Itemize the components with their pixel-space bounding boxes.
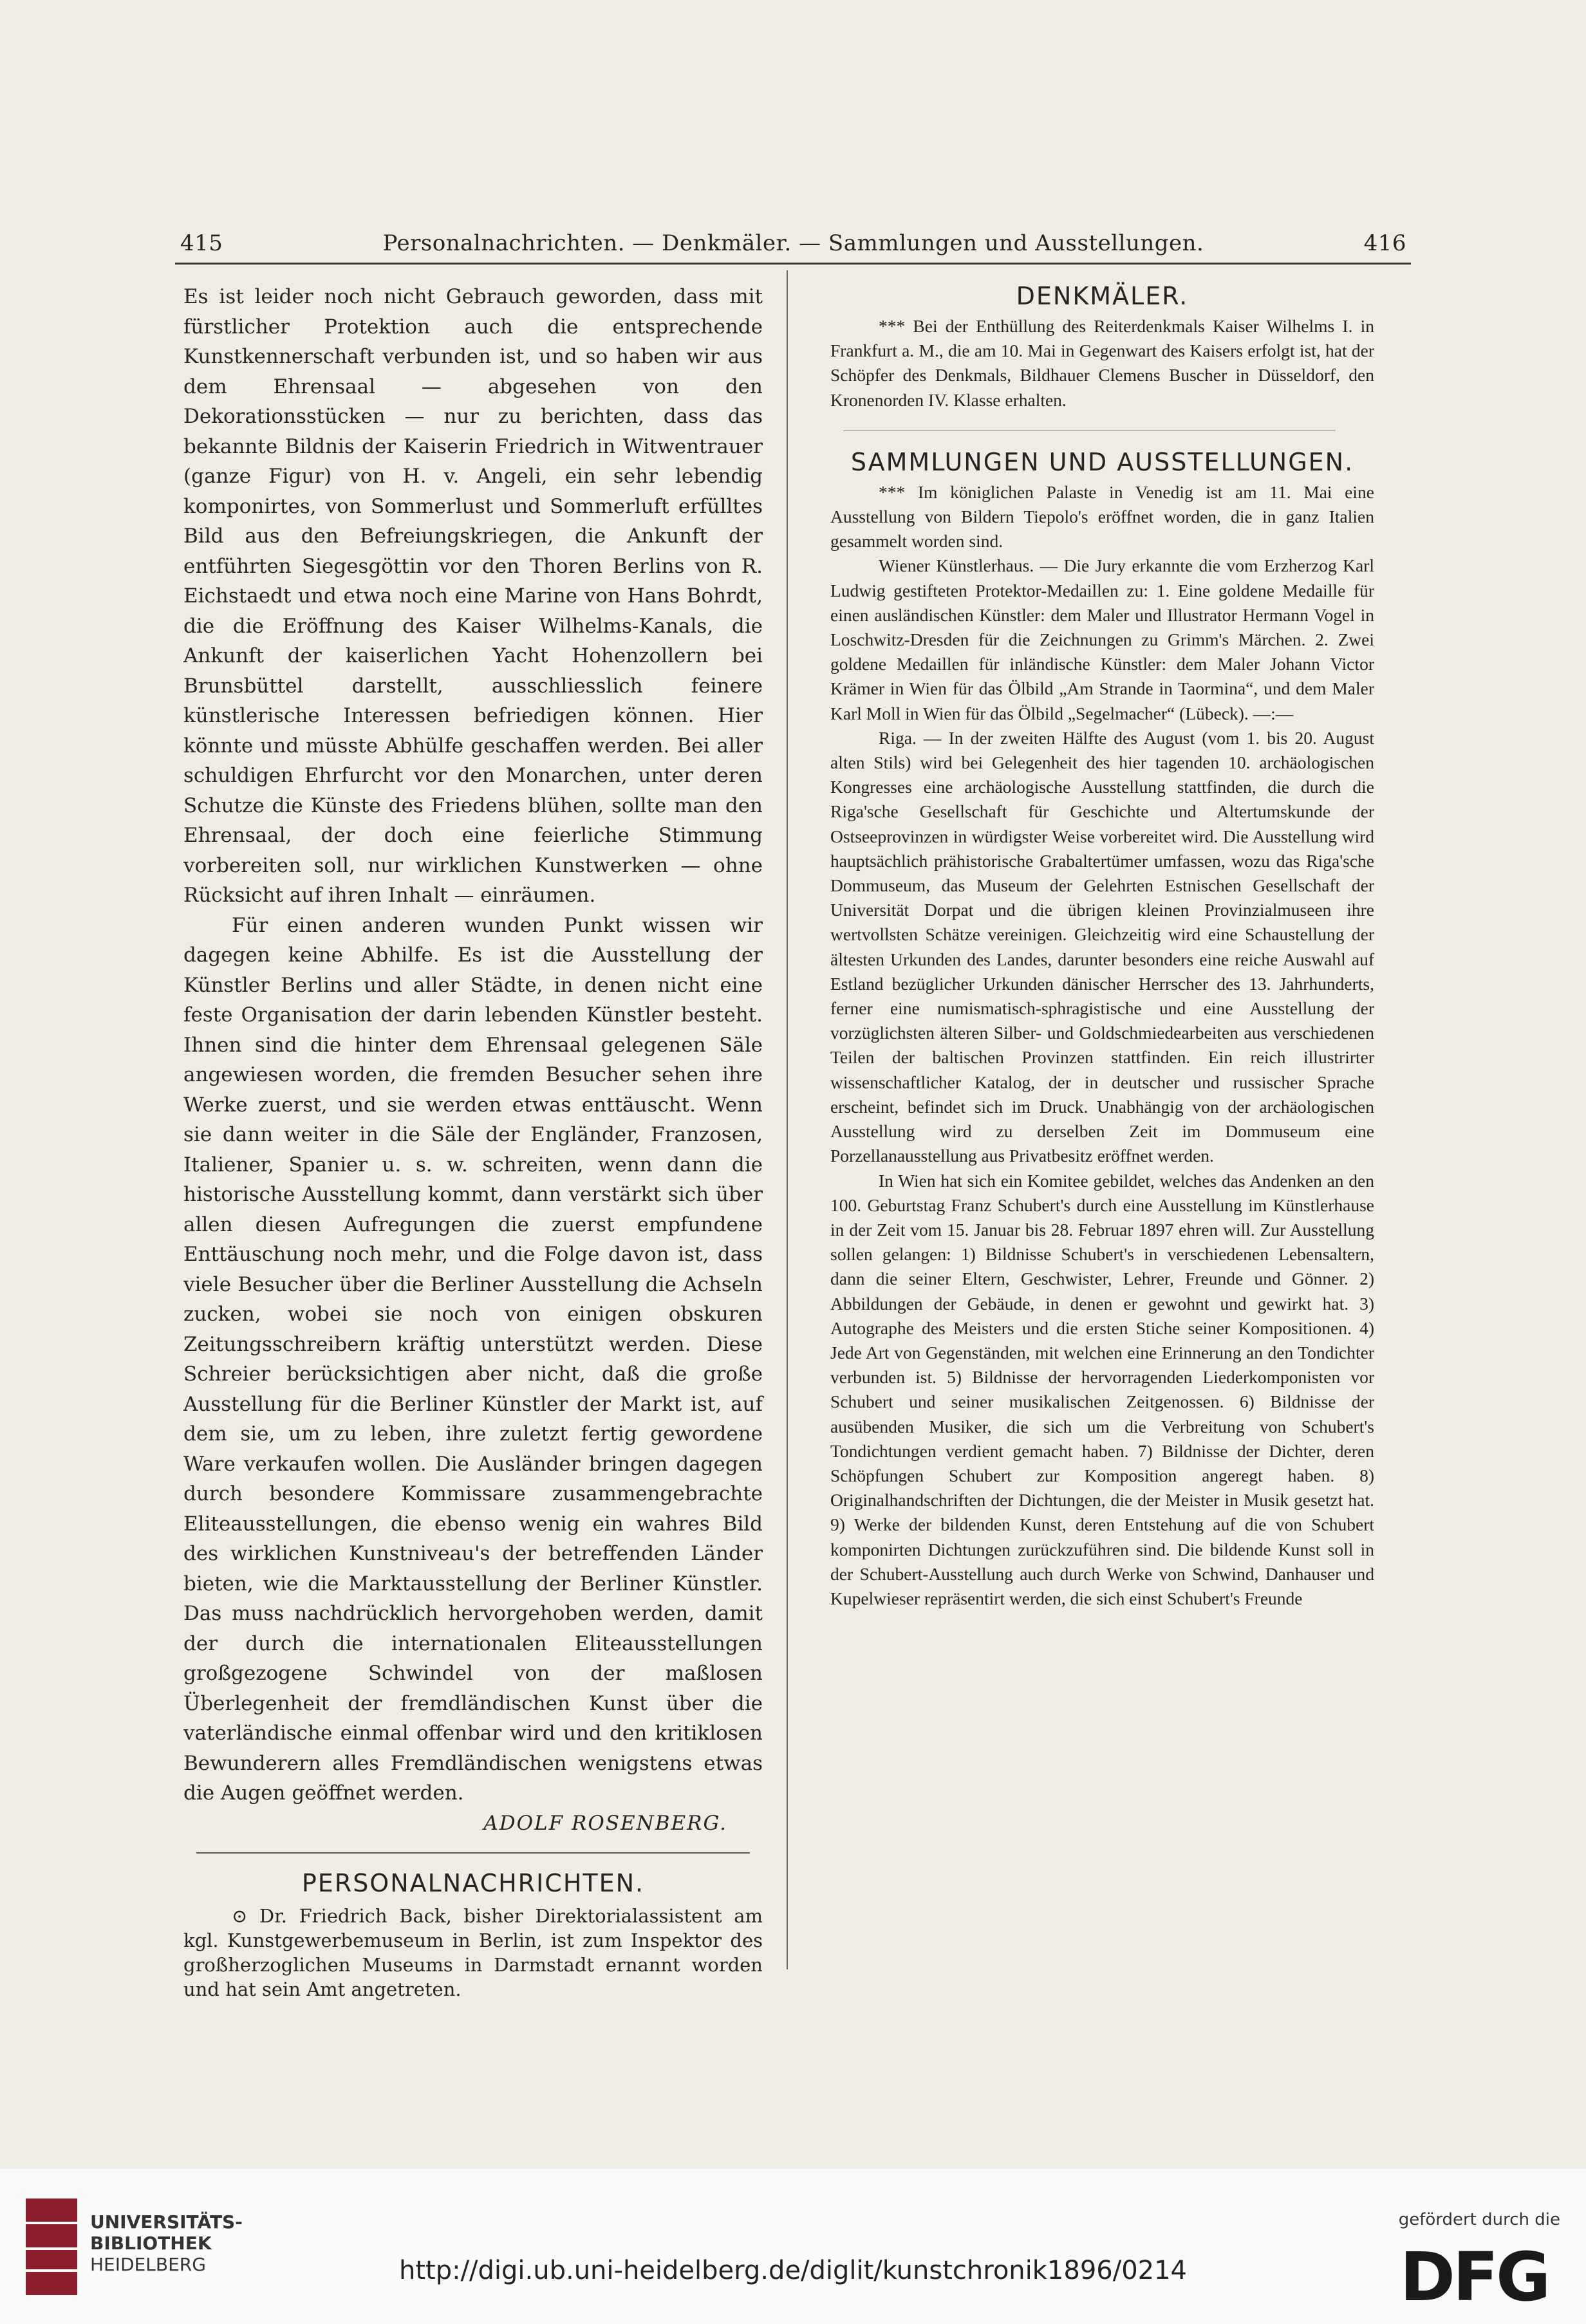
left-column bbox=[183, 282, 763, 2002]
sammlungen-wien-kuenstlerhaus: Wiener Künstlerhaus. — Die Jury erkannte die vom Erzherzog Karl Ludwig gestifteten Protektor-Medaillen zu: 1. Eine goldene Medaille für einen ausländischen Künstler: dem Maler und Illustrator Hermann Vogel in Loschwitz-Dresden für die Zeichnungen zu Grimm's Märchen. 2. Zwei goldene Medaillen für inländische Künstler: dem Maler Johann Victor Krämer in Wien für das Ölbild „Am Strande in Taormina“, und dem Maler Karl Moll in Wien für das Ölbild „Segelmacher“ (Lübeck). —:— bbox=[830, 555, 1374, 723]
svg-text:DFG: DFG bbox=[1399, 2242, 1549, 2307]
article-paragraph-1: Es ist leider noch nicht Gebrauch geworden, dass mit fürstlicher Protektion auch die entsprechende Kunstkennerschaft verbunden ist, und so haben wir aus dem Ehrensaal — abgesehen von den Dekorationsstücken — nur zu berichten, dass das bekannte Bildnis der Kaiserin Friedrich in Witwentrauer (ganze Figur) von H. v. Angeli, ein sehr lebendig komponirtes, von Sommerlust und Sommerluft erfülltes Bild aus den Befreiungskriegen, die Ankunft der entführten Siegesgöttin vor den Thoren Berlins von R. Eichstaedt und etwa noch eine Marine von Hans Bohrdt, die die Eröffnung des Kaiser Wilhelms-Kanals, die Ankunft der kaiserlichen Yacht Hohenzollern bei Brunsbüttel darstellt, ausschliesslich feinere künstlerische Interessen befriedigen können. Hier könnte und müsste Abhülfe geschaffen werden. Bei aller schuldigen Ehrfurcht vor den Monarchen, unter deren Schutze die Künste des Friedens blühen, sollte man den Ehrensaal, der doch eine feierliche Stimmung vorbereiten soll, nur wirklichen Kunstwerken — ohne Rücksicht auf ihren Inhalt — einräumen. bbox=[183, 285, 763, 907]
column-divider bbox=[787, 270, 788, 1969]
personal-notice: ⊙ Dr. Friedrich Back, bisher Direktorialassistent am kgl. Kunstgewerbemuseum in Berlin, ist zum Inspektor des großherzoglichen Museums in Darmstadt ernannt worden und hat sein Amt angetreten. bbox=[183, 1905, 763, 2000]
page-number-left: 415 bbox=[180, 230, 223, 256]
sammlungen-venedig: *** Im königlichen Palaste in Venedig ist am 11. Mai eine Ausstellung von Bildern Tiepolo's eröffnet worden, die in ganz Italien gesammelt worden sind. bbox=[830, 481, 1374, 552]
running-header bbox=[180, 230, 1406, 263]
article-paragraph-2: Für einen anderen wunden Punkt wissen wir dagegen keine Abhilfe. Es ist die Ausstellung der Künstler Berlins und aller Städte, in denen nicht eine feste Organisation der darin lebenden Künstler besteht. Ihnen sind die hinter dem Ehrensaal gelegenen Säle angewiesen worden, die fremden Besucher sehen ihre Werke zuerst, und sie werden etwas enttäuscht. Wenn sie dann weiter in die Säle der Engländer, Franzosen, Italiener, Spanier u. s. w. schreiten, wenn dann die historische Ausstellung kommt, dann verstärkt sich über allen diesen Aufregungen die zuerst empfundene Enttäuschung noch mehr, und die Folge davon ist, dass viele Besucher über die Berliner Ausstellung die Achseln zucken, wobei sie noch von einigen obskuren Zeitungsschreibern kräftig unterstützt werden. Diese Schreier berücksichtigen aber nicht, daß die große Ausstellung für die Berliner Künstler der Markt ist, auf dem sie, um zu leben, ihre zuletzt fertig gewordene Ware verkaufen wollen. Die Ausländer bringen dagegen durch besondere Kommissare zusammengebrachte Eliteausstellungen, die ebenso wenig ein wahres Bild des wirklichen Kunstniveau's der betreffenden Länder bieten, wie die Marktausstellung der Berliner Künstler. Das muss nachdrücklich hervorgehoben werden, damit der durch die internationalen Eliteausstellungen großgezogene Schwindel von der maßlosen Überlegenheit der fremdländischen Kunst über die vaterländische einmal offenbar wird und den kritiklosen Bewunderern alles Fremdländischen wenigstens etwas die Augen geöffnet werden. bbox=[183, 913, 763, 1805]
permalink-url[interactable]: http://digi.ub.uni-heidelberg.de/diglit/kunstchronik1896/0214 bbox=[398, 2256, 1187, 2285]
uni-name-line3: HEIDELBERG bbox=[90, 2254, 206, 2275]
funding-caption: gefördert durch die bbox=[1398, 2210, 1560, 2229]
heading-sammlungen: SAMMLUNGEN UND AUSSTELLUNGEN. bbox=[850, 447, 1354, 476]
page-number-right: 416 bbox=[1363, 230, 1406, 256]
footer-bar bbox=[0, 2169, 1586, 2324]
right-column bbox=[830, 282, 1374, 1611]
header-rule bbox=[175, 263, 1411, 265]
article-signature: ADOLF ROSENBERG. bbox=[483, 1811, 727, 1835]
dfg-logo-icon bbox=[1388, 2242, 1560, 2307]
heading-denkmaeler: DENKMÄLER. bbox=[1016, 282, 1189, 310]
uni-name-line1: UNIVERSITÄTS- bbox=[90, 2211, 243, 2233]
denkmaeler-notice: *** Bei der Enthüllung des Reiterdenkmals Kaiser Wilhelms I. in Frankfurt a. M., die am 10. Mai in Gegenwart des Kaisers erfolgt ist, hat der Schöpfer des Denkmals, Bildhauer Clemens Buscher in Düsseldorf, den Kronenorden IV. Klasse erhalten. bbox=[830, 316, 1374, 410]
sammlungen-schubert: In Wien hat sich ein Komitee gebildet, welches das Andenken an den 100. Geburtstag Franz Schubert's durch eine Ausstellung im Künstlerhause in der Zeit vom 15. Januar bis 28. Februar 1897 ehren will. Zur Ausstellung sollen gelangen: 1) Bildnisse Schubert's in verschiedenen Lebensaltern, dann die seiner Eltern, Geschwister, Lehrer, Freunde und Gönner. 2) Abbildungen der Gebäude, in denen er gewohnt und gewirkt hat. 3) Autographe des Meisters und die ersten Stiche seiner Kompositionen. 4) Jede Art von Gegenständen, mit welchen eine Erinnerung an den Tondichter verbunden ist. 5) Bildnisse der hervorragenden Liederkomponisten vor Schubert und seiner musikalischen Zeitgenossen. 6) Bildnisse der ausübenden Musiker, die sich um die Verbreitung von Schubert's Tondichtungen verdient gemacht haben. 7) Bildnisse der Dichter, deren Schöpfungen Schubert zur Komposition angeregt haben. 8) Originalhandschriften der Dichtungen, die der Meister in Musik gesetzt hat. 9) Werke der bildenden Kunst, deren Entstehung auf die von Schubert komponirten Dichtungen zurückzuführen sind. Die bildende Kunst soll in der Schubert-Ausstellung auch durch Werke von Schwind, Danhauser und Kupelwieser repräsentirt werden, die sich einst Schubert's Freunde bbox=[830, 1170, 1374, 1608]
running-title: Personalnachrichten. — Denkmäler. — Sammlungen und Ausstellungen. bbox=[382, 230, 1204, 256]
heading-personalnachrichten: PERSONALNACHRICHTEN. bbox=[301, 1869, 645, 1897]
uni-name-line2: BIBLIOTHEK bbox=[90, 2233, 212, 2254]
section-rule-personal bbox=[196, 1852, 750, 1854]
sammlungen-riga: Riga. — In der zweiten Hälfte des August (vom 1. bis 20. August alten Stils) wird bei Gelegenheit des hier tagenden 10. archäologischen Kongresses eine archäologische Ausstellung stattfinden, die durch die Riga'sche Gesellschaft für Geschichte und Altertumskunde der Ostseeprovinzen in würdigster Weise vorbereitet wird. Die Ausstellung wird hauptsächlich prähistorische Grabaltertümer umfassen, wozu das Riga'sche Dommuseum, das Museum der Gelehrten Estnischen Gesellschaft der Universität Dorpat und die übrigen kleinen Provinzialmuseen ihre wertvollsten Schätze vereinigen. Gleichzeitig wird eine Schaustellung der ältesten Urkunden des Landes, darunter besonders eine reiche Auswahl auf Estland bezüglicher Urkunden dänischer Herrscher des 13. Jahrhunderts, ferner eine numismatisch-sphragistische und eine Ausstellung der vorzüglichsten älteren Silber- und Goldschmiedearbeiten aus verschiedenen Teilen der baltischen Provinzen stattfinden. Ein reich illustrirter wissenschaftlicher Katalog, der in deutscher und russischer Sprache erscheint, befindet sich im Druck. Unabhängig von der archäologischen Ausstellung wird zu derselben Zeit im Dommuseum eine Porzellanausstellung aus Privatbesitz eröffnet werden. bbox=[830, 727, 1374, 1166]
